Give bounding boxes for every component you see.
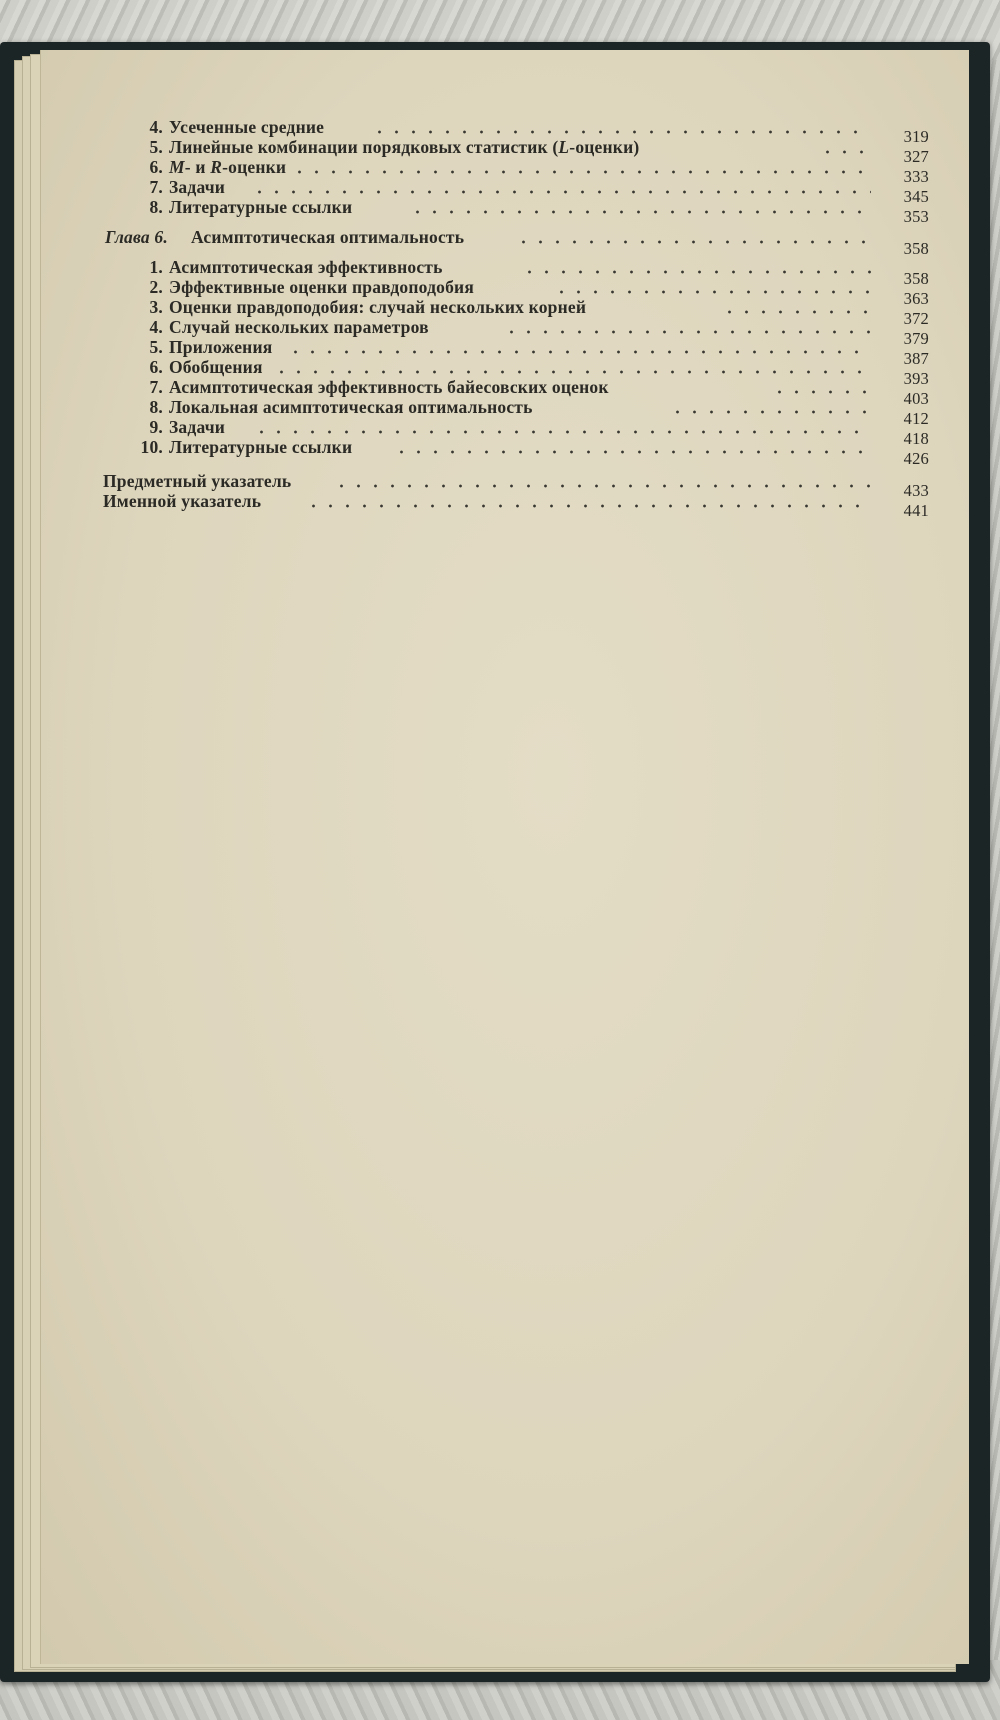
toc-entry-number: 7.	[149, 377, 163, 397]
toc-entry-index	[41, 470, 969, 500]
leader-dots	[333, 484, 871, 488]
book-page	[40, 50, 969, 1664]
toc-entry-number: 10.	[140, 437, 163, 457]
toc-entry-title: Линейные комбинации порядковых статистик (L-оценки)	[169, 137, 640, 157]
toc-entry-title: Приложения	[169, 337, 273, 357]
leader-dots	[553, 290, 871, 294]
toc-entry-title: Задачи	[169, 177, 226, 197]
toc-entry	[41, 176, 969, 206]
toc-entry-page: 333	[903, 167, 929, 186]
leader-dots	[515, 240, 871, 244]
toc-entry-number: 8.	[149, 397, 163, 417]
leader-dots	[819, 150, 871, 154]
toc-entry-page: 403	[903, 389, 929, 408]
leader-dots	[287, 350, 871, 354]
chapter-page: 358	[903, 239, 929, 258]
leader-dots	[721, 310, 871, 314]
toc-entry	[41, 156, 969, 186]
toc-entry-title: M- и R-оценки	[169, 157, 287, 177]
leader-dots	[771, 390, 871, 394]
leader-dots	[371, 130, 871, 134]
toc-entry-number: 6.	[149, 357, 163, 377]
toc-entry	[41, 116, 969, 146]
leader-dots	[393, 450, 871, 454]
toc-entry-number: 2.	[149, 277, 163, 297]
toc-entry-page: 319	[903, 127, 929, 146]
toc-entry-number: 7.	[149, 177, 163, 197]
toc-entry-title: Предметный указатель	[103, 471, 292, 491]
toc-entry	[41, 436, 969, 468]
toc-entry-page: 358	[903, 269, 929, 288]
toc-entry-title: Усеченные средние	[169, 117, 325, 137]
toc-entry-title: Асимптотическая эффективность байесовских оценок	[169, 377, 609, 397]
toc-entry-page: 363	[903, 289, 929, 308]
toc-entry	[41, 136, 969, 166]
table-of-contents	[41, 50, 969, 650]
toc-entry-page: 441	[903, 501, 929, 520]
chapter-label: Глава 6.	[105, 227, 168, 247]
leader-dots	[291, 170, 871, 174]
toc-entry-title: Эффективные оценки правдоподобия	[169, 277, 474, 297]
leader-dots	[251, 190, 871, 194]
toc-entry-number: 4.	[149, 317, 163, 337]
toc-chapter-heading	[41, 226, 969, 258]
toc-entry-number: 5.	[149, 337, 163, 357]
leader-dots	[409, 210, 871, 214]
leader-dots	[521, 270, 871, 274]
toc-entry-page: 379	[903, 329, 929, 348]
toc-entry-title: Локальная асимптотическая оптимальность	[169, 397, 533, 417]
toc-entry-page: 433	[903, 481, 929, 500]
leader-dots	[253, 430, 871, 434]
toc-entry-title: Асимптотическая эффективность	[169, 257, 443, 277]
toc-entry-title: Литературные ссылки	[169, 437, 353, 457]
toc-entry-page: 412	[903, 409, 929, 428]
toc-entry	[41, 196, 969, 226]
toc-entry-index	[41, 490, 969, 520]
leader-dots	[503, 330, 871, 334]
toc-entry-number: 1.	[149, 257, 163, 277]
toc-entry-title: Оценки правдоподобия: случай нескольких корней	[169, 297, 587, 317]
toc-entry-page: 372	[903, 309, 929, 328]
toc-entry-title: Задачи	[169, 417, 226, 437]
toc-entry-title: Случай нескольких параметров	[169, 317, 429, 337]
toc-entry-number: 3.	[149, 297, 163, 317]
toc-entry-page: 353	[903, 207, 929, 226]
leader-dots	[669, 410, 871, 414]
leader-dots	[305, 504, 871, 508]
toc-entry-page: 345	[903, 187, 929, 206]
toc-entry-page: 387	[903, 349, 929, 368]
toc-entry-page: 418	[903, 429, 929, 448]
toc-entry-page: 426	[903, 449, 929, 468]
toc-entry-page: 327	[903, 147, 929, 166]
toc-entry-title: Именной указатель	[103, 491, 262, 511]
chapter-title: Асимптотическая оптимальность	[191, 227, 465, 247]
toc-entry-page: 393	[903, 369, 929, 388]
toc-entry-title: Литературные ссылки	[169, 197, 353, 217]
toc-entry-number: 8.	[149, 197, 163, 217]
toc-entry-title: Обобщения	[169, 357, 263, 377]
leader-dots	[273, 370, 871, 374]
toc-entry-number: 6.	[149, 157, 163, 177]
toc-entry-number: 5.	[149, 137, 163, 157]
toc-entry-number: 9.	[149, 417, 163, 437]
toc-entry-number: 4.	[149, 117, 163, 137]
